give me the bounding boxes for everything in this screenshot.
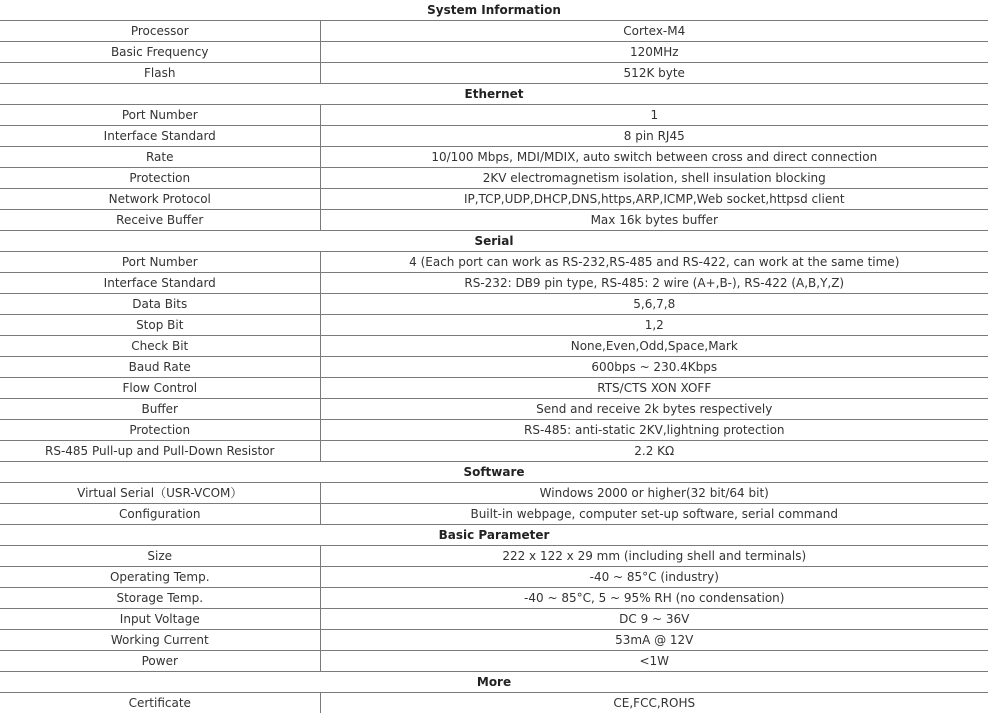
- table-row: [0, 609, 988, 630]
- section-header-row: [0, 525, 988, 546]
- spec-value: 53mA @ 12V: [320, 630, 988, 651]
- spec-label: Storage Temp.: [0, 588, 320, 609]
- spec-value: IP,TCP,UDP,DHCP,DNS,https,ARP,ICMP,Web socket,httpsd client: [320, 189, 988, 210]
- table-row: [0, 546, 988, 567]
- section-header-row: [0, 231, 988, 252]
- table-row: [0, 294, 988, 315]
- spec-value: CE,FCC,ROHS: [320, 693, 988, 714]
- section-header-row: [0, 0, 988, 21]
- spec-value: 512K byte: [320, 63, 988, 84]
- table-row: [0, 189, 988, 210]
- spec-value: Send and receive 2k bytes respectively: [320, 399, 988, 420]
- spec-label: Baud Rate: [0, 357, 320, 378]
- spec-label: Basic Frequency: [0, 42, 320, 63]
- spec-label: Port Number: [0, 252, 320, 273]
- table-row: [0, 567, 988, 588]
- table-row: [0, 168, 988, 189]
- table-row: [0, 630, 988, 651]
- spec-value: RS-485: anti-static 2KV,lightning protection: [320, 420, 988, 441]
- spec-value: 5,6,7,8: [320, 294, 988, 315]
- spec-label: Processor: [0, 21, 320, 42]
- spec-value: -40 ~ 85°C, 5 ~ 95% RH (no condensation): [320, 588, 988, 609]
- table-row: [0, 651, 988, 672]
- table-row: [0, 693, 988, 714]
- table-row: [0, 147, 988, 168]
- spec-label: Port Number: [0, 105, 320, 126]
- table-row: [0, 504, 988, 525]
- spec-label: Rate: [0, 147, 320, 168]
- spec-value: Max 16k bytes buffer: [320, 210, 988, 231]
- spec-label: Working Current: [0, 630, 320, 651]
- table-row: [0, 252, 988, 273]
- spec-value: <1W: [320, 651, 988, 672]
- spec-label: Flash: [0, 63, 320, 84]
- table-row: [0, 210, 988, 231]
- table-row: [0, 315, 988, 336]
- spec-value: 8 pin RJ45: [320, 126, 988, 147]
- spec-value: 2KV electromagnetism isolation, shell insulation blocking: [320, 168, 988, 189]
- table-row: [0, 378, 988, 399]
- spec-label: Size: [0, 546, 320, 567]
- table-row: [0, 273, 988, 294]
- table-row: [0, 42, 988, 63]
- spec-label: Stop Bit: [0, 315, 320, 336]
- section-title: Serial: [0, 231, 988, 252]
- spec-value: 1,2: [320, 315, 988, 336]
- spec-value: 4 (Each port can work as RS-232,RS-485 and RS-422, can work at the same time): [320, 252, 988, 273]
- spec-label: Certificate: [0, 693, 320, 714]
- spec-value: RTS/CTS XON XOFF: [320, 378, 988, 399]
- table-row: [0, 357, 988, 378]
- spec-label: Input Voltage: [0, 609, 320, 630]
- spec-label: Configuration: [0, 504, 320, 525]
- spec-value: 2.2 KΩ: [320, 441, 988, 462]
- spec-label: Protection: [0, 420, 320, 441]
- spec-value: DC 9 ~ 36V: [320, 609, 988, 630]
- section-title: Basic Parameter: [0, 525, 988, 546]
- table-row: [0, 21, 988, 42]
- spec-label: Receive Buffer: [0, 210, 320, 231]
- spec-label: Protection: [0, 168, 320, 189]
- section-header-row: [0, 462, 988, 483]
- spec-value: 600bps ~ 230.4Kbps: [320, 357, 988, 378]
- table-row: [0, 126, 988, 147]
- table-row: [0, 399, 988, 420]
- spec-value: 222 x 122 x 29 mm (including shell and terminals): [320, 546, 988, 567]
- spec-label: Power: [0, 651, 320, 672]
- spec-value: 1: [320, 105, 988, 126]
- spec-value: 120MHz: [320, 42, 988, 63]
- spec-value: RS-232: DB9 pin type, RS-485: 2 wire (A+,B-), RS-422 (A,B,Y,Z): [320, 273, 988, 294]
- spec-value: Windows 2000 or higher(32 bit/64 bit): [320, 483, 988, 504]
- table-row: [0, 483, 988, 504]
- spec-label: Virtual Serial（USR-VCOM）: [0, 483, 320, 504]
- table-row: [0, 63, 988, 84]
- table-row: [0, 105, 988, 126]
- spec-value: -40 ~ 85°C (industry): [320, 567, 988, 588]
- spec-value: Cortex-M4: [320, 21, 988, 42]
- spec-label: Buffer: [0, 399, 320, 420]
- table-row: [0, 588, 988, 609]
- section-header-row: [0, 672, 988, 693]
- table-row: [0, 441, 988, 462]
- spec-label: Interface Standard: [0, 273, 320, 294]
- table-row: [0, 420, 988, 441]
- spec-label: Operating Temp.: [0, 567, 320, 588]
- table-row: [0, 336, 988, 357]
- section-title: More: [0, 672, 988, 693]
- spec-label: RS-485 Pull-up and Pull-Down Resistor: [0, 441, 320, 462]
- section-title: System Information: [0, 0, 988, 21]
- spec-value: None,Even,Odd,Space,Mark: [320, 336, 988, 357]
- spec-value: 10/100 Mbps, MDI/MDIX, auto switch between cross and direct connection: [320, 147, 988, 168]
- spec-label: Interface Standard: [0, 126, 320, 147]
- spec-label: Check Bit: [0, 336, 320, 357]
- section-title: Ethernet: [0, 84, 988, 105]
- spec-label: Network Protocol: [0, 189, 320, 210]
- spec-value: Built-in webpage, computer set-up software, serial command: [320, 504, 988, 525]
- section-title: Software: [0, 462, 988, 483]
- spec-label: Flow Control: [0, 378, 320, 399]
- section-header-row: [0, 84, 988, 105]
- spec-label: Data Bits: [0, 294, 320, 315]
